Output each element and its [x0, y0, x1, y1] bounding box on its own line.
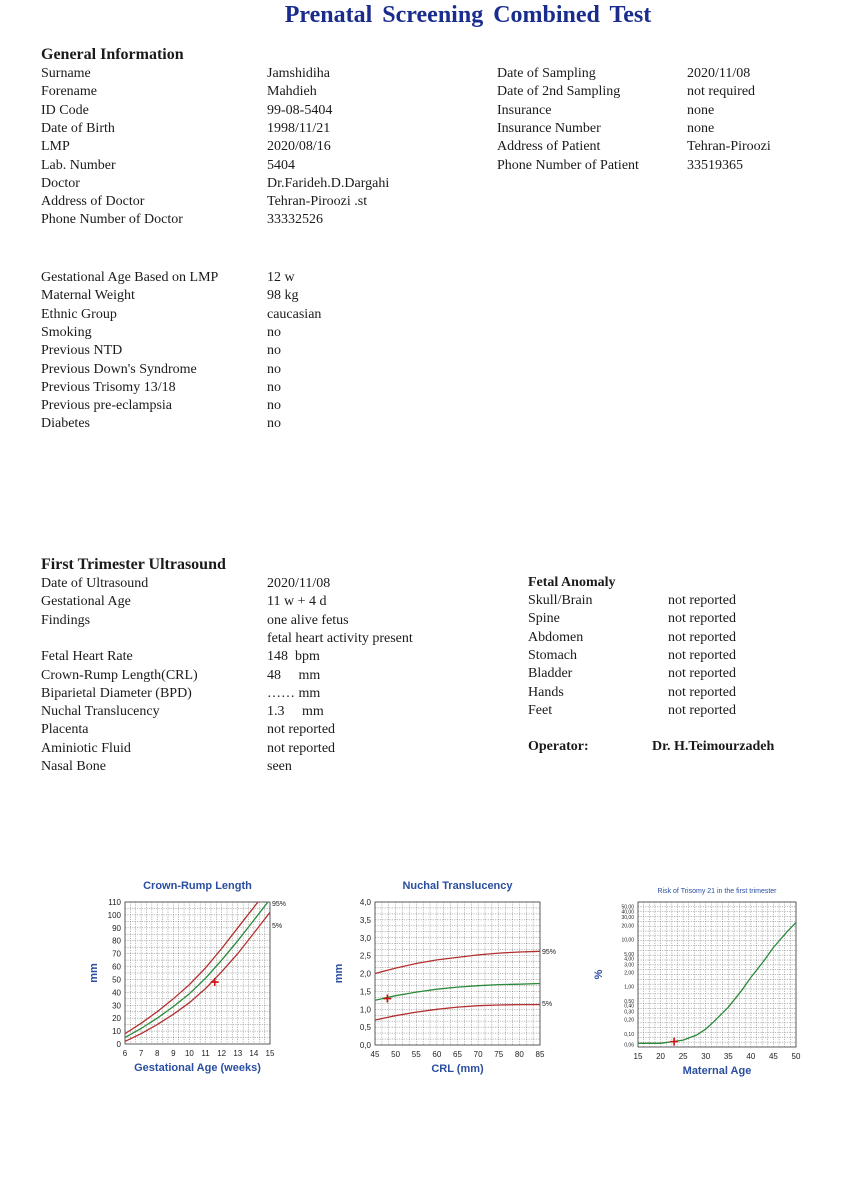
general-heading: General Information	[41, 46, 184, 63]
x-tick-label: 55	[411, 1050, 421, 1059]
ultrasound-value: 48 mm	[267, 667, 321, 683]
ultrasound-value: 2020/11/08	[267, 576, 331, 591]
general-value: Tehran-Piroozi .st	[267, 194, 368, 210]
fetal-anomaly-heading: Fetal Anomaly	[528, 575, 616, 590]
chart-title: Crown-Rump Length	[143, 880, 252, 892]
ultrasound-label: Date of Ultrasound	[41, 576, 149, 591]
anomaly-value: not reported	[667, 684, 736, 700]
ultrasound-label: Aminiotic Fluid	[41, 740, 131, 756]
x-tick-label: 70	[473, 1050, 483, 1059]
anomaly-label: Hands	[528, 684, 564, 700]
general-value: Jamshidiha	[267, 66, 330, 81]
anomaly-value: not reported	[667, 629, 736, 645]
general-value: Mahdieh	[267, 84, 317, 100]
x-tick-label: 80	[514, 1050, 524, 1059]
history-value: no	[267, 398, 281, 414]
legend-label: 95%	[272, 901, 287, 908]
history-label: Gestational Age Based on LMP	[41, 270, 219, 285]
general-label: LMP	[41, 139, 70, 155]
anomaly-value: not reported	[667, 593, 736, 608]
y-tick-label: 0,10	[624, 1031, 634, 1038]
legend-label: 95%	[542, 949, 557, 956]
ultrasound-value: not reported	[267, 722, 336, 738]
ultrasound-value: not reported	[267, 740, 336, 756]
history-value: no	[267, 379, 281, 395]
anomaly-label: Spine	[528, 611, 560, 627]
nt-chart	[330, 872, 565, 1087]
y-tick-label: 0,30	[624, 1009, 634, 1016]
anomaly-value: not reported	[667, 702, 736, 718]
y-tick-label: 20	[112, 1014, 121, 1024]
anomaly-label: Bladder	[528, 666, 573, 682]
y-tick-label: 0	[116, 1040, 121, 1049]
general-value: 5404	[267, 157, 295, 173]
y-tick-label: 5,00	[624, 951, 634, 958]
x-axis-label: Maternal Age	[682, 1065, 752, 1077]
page-title: Prenatal Screening Combined Test	[284, 2, 652, 28]
history-label: Ethnic Group	[41, 306, 117, 322]
ultrasound-label: Findings	[41, 612, 91, 628]
y-tick-label: 50,00	[621, 904, 634, 911]
y-tick-label: 0,50	[624, 998, 634, 1005]
x-tick-label: 8	[154, 1049, 160, 1058]
y-tick-label: 0,06	[624, 1042, 634, 1049]
y-tick-label: 10,00	[621, 937, 634, 944]
y-tick-label: 3,00	[624, 962, 634, 969]
ultrasound-label: Crown-Rump Length(CRL)	[41, 667, 198, 683]
y-tick-label: 40,00	[621, 909, 634, 916]
general-label: Phone Number of Doctor	[41, 212, 183, 228]
history-label: Smoking	[41, 324, 92, 340]
trisomy-risk-chart	[588, 880, 813, 1090]
y-tick-label: 1,0	[359, 1005, 371, 1015]
x-tick-label: 25	[678, 1052, 688, 1061]
general-label: Phone Number of Patient	[497, 157, 639, 173]
x-tick-label: 75	[494, 1050, 504, 1059]
general-value: 2020/11/08	[687, 66, 751, 81]
history-value: caucasian	[267, 306, 322, 322]
general-value: not required	[687, 84, 756, 100]
ultrasound-heading: First Trimester Ultrasound	[41, 556, 226, 573]
history-value: no	[267, 343, 281, 359]
y-tick-label: 70	[112, 949, 121, 959]
x-tick-label: 13	[233, 1049, 243, 1058]
history-value: no	[267, 361, 281, 377]
history-value: 12 w	[267, 270, 295, 285]
y-tick-label: 1,00	[624, 984, 634, 991]
y-tick-label: 20,00	[621, 923, 634, 930]
y-axis-label: mm	[88, 963, 100, 983]
x-axis-label: CRL (mm)	[431, 1063, 484, 1075]
general-label: Lab. Number	[41, 157, 116, 173]
history-value: 98 kg	[267, 288, 299, 304]
y-axis-label: mm	[333, 963, 345, 984]
ultrasound-label: Nuchal Translucency	[41, 704, 160, 720]
history-value: no	[267, 324, 281, 340]
anomaly-value: not reported	[667, 666, 736, 682]
y-tick-label: 0,20	[624, 1017, 634, 1024]
chart-title: Risk of Trisomy 21 in the first trimester	[657, 888, 777, 895]
general-label: Date of 2nd Sampling	[497, 84, 621, 100]
general-value: none	[687, 120, 715, 136]
y-tick-label: 2,0	[359, 969, 371, 979]
x-tick-label: 50	[791, 1052, 801, 1061]
general-value: 33519365	[687, 157, 743, 173]
ultrasound-value: 148 bpm	[267, 649, 320, 665]
x-tick-label: 40	[746, 1052, 756, 1061]
y-tick-label: 60	[112, 962, 121, 972]
history-label: Previous NTD	[41, 343, 123, 359]
y-tick-label: 0,0	[359, 1041, 371, 1050]
y-tick-label: 10	[112, 1027, 121, 1037]
general-label: Doctor	[41, 175, 80, 191]
general-value: 33332526	[267, 212, 323, 228]
history-label: Diabetes	[41, 416, 90, 432]
general-label: Insurance Number	[497, 120, 601, 136]
general-value: 99-08-5404	[267, 102, 333, 118]
general-value: none	[687, 102, 715, 118]
x-tick-label: 85	[535, 1050, 545, 1059]
x-tick-label: 9	[171, 1049, 176, 1058]
x-tick-label: 45	[768, 1052, 778, 1061]
y-tick-label: 3,0	[359, 933, 371, 943]
ultrasound-label: Fetal Heart Rate	[41, 649, 133, 665]
x-tick-label: 7	[138, 1049, 144, 1058]
history-label: Previous Down's Syndrome	[41, 361, 197, 377]
ultrasound-label: Biparietal Diameter (BPD)	[41, 685, 192, 701]
y-tick-label: 80	[112, 936, 121, 946]
ultrasound-value: one alive fetus	[267, 612, 349, 628]
anomaly-label: Skull/Brain	[528, 593, 593, 608]
y-tick-label: 4,0	[359, 898, 371, 907]
y-tick-label: 110	[108, 898, 121, 907]
y-tick-label: 90	[112, 923, 121, 933]
x-tick-label: 15	[265, 1049, 275, 1058]
ultrasound-value: seen	[267, 759, 292, 774]
general-label: Insurance	[497, 102, 552, 118]
general-value: 1998/11/21	[267, 120, 331, 136]
general-value: Dr.Farideh.D.Dargahi	[267, 175, 390, 191]
legend-label: 5%	[272, 923, 283, 930]
ultrasound-value: 1.3 mm	[267, 704, 324, 720]
y-tick-label: 1,5	[359, 987, 371, 997]
x-axis-label: Gestational Age (weeks)	[134, 1062, 261, 1074]
ultrasound-label: Gestational Age	[41, 594, 131, 610]
x-tick-label: 30	[701, 1052, 711, 1061]
ultrasound-value: …… mm	[267, 685, 321, 701]
y-tick-label: 30	[112, 1001, 121, 1011]
x-tick-label: 45	[370, 1050, 380, 1059]
crl-chart	[85, 872, 315, 1087]
y-tick-label: 30,00	[621, 915, 634, 922]
history-label: Previous Trisomy 13/18	[41, 379, 176, 395]
y-tick-label: 2,00	[624, 970, 634, 977]
y-tick-label: 3,5	[359, 915, 371, 925]
y-tick-label: 50	[112, 975, 121, 985]
x-tick-label: 11	[201, 1049, 210, 1058]
general-label: Address of Patient	[497, 139, 601, 155]
general-label: ID Code	[41, 102, 89, 118]
general-label: Date of Sampling	[497, 66, 596, 81]
y-axis-label: %	[593, 969, 605, 980]
history-label: Maternal Weight	[41, 288, 135, 304]
x-tick-label: 20	[656, 1052, 666, 1061]
chart-title: Nuchal Translucency	[402, 880, 513, 892]
ultrasound-label: Placenta	[41, 722, 89, 738]
general-label: Address of Doctor	[41, 194, 145, 210]
x-tick-label: 35	[723, 1052, 733, 1061]
y-tick-label: 2,5	[359, 951, 371, 961]
x-tick-label: 15	[633, 1052, 643, 1061]
general-value: Tehran-Piroozi	[687, 139, 771, 155]
history-value: no	[267, 416, 281, 432]
general-label: Surname	[41, 66, 91, 81]
y-tick-label: 4,00	[624, 956, 634, 963]
anomaly-value: not reported	[667, 647, 736, 663]
y-tick-label: 40	[112, 988, 121, 998]
general-label: Forename	[41, 84, 97, 100]
x-tick-label: 12	[217, 1049, 227, 1058]
legend-label: 5%	[542, 1001, 553, 1008]
operator-name: Dr. H.Teimourzadeh	[652, 739, 775, 754]
anomaly-label: Stomach	[528, 647, 577, 663]
ultrasound-label: Nasal Bone	[41, 759, 106, 774]
history-label: Previous pre-eclampsia	[41, 398, 173, 414]
x-tick-label: 10	[184, 1049, 194, 1058]
anomaly-value: not reported	[667, 611, 736, 627]
operator-label: Operator:	[528, 739, 589, 754]
y-tick-label: 100	[107, 910, 121, 920]
anomaly-label: Feet	[528, 702, 553, 718]
x-tick-label: 6	[122, 1049, 128, 1058]
x-tick-label: 60	[432, 1050, 442, 1059]
ultrasound-value: 11 w + 4 d	[267, 594, 327, 610]
x-tick-label: 65	[453, 1050, 462, 1059]
general-label: Date of Birth	[41, 120, 115, 136]
general-value: 2020/08/16	[267, 139, 331, 155]
y-tick-label: 0,40	[624, 1003, 634, 1010]
anomaly-label: Abdomen	[528, 629, 584, 645]
x-tick-label: 50	[391, 1050, 401, 1059]
ultrasound-value: fetal heart activity present	[267, 630, 413, 646]
y-tick-label: 0,5	[359, 1023, 371, 1033]
x-tick-label: 14	[249, 1049, 259, 1058]
